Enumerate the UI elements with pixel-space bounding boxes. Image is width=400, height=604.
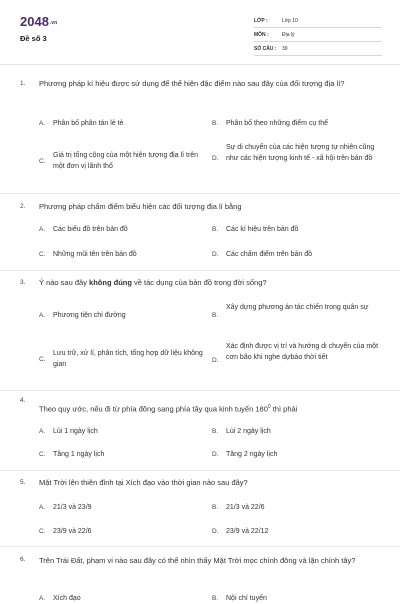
question-divider [0,193,400,194]
question-divider [0,470,400,471]
option-text: Những mũi tên trên bản đồ [53,251,137,258]
question-text [39,401,379,416]
option-label: C. [39,356,46,363]
option-label: C. [39,251,46,258]
meta-count-key: SỐ CÂU : [254,46,277,52]
degree-superscript: 0 [267,404,271,410]
question-text-after: về tác dụng của bản đồ trong đời sống? [131,278,267,287]
option-text: Lùi 2 ngày lịch [226,428,271,435]
meta-count-value: 39 [282,46,288,52]
meta-class-key: LỚP : [254,18,268,24]
option-text: Các kí hiệu trên bản đồ [226,226,299,233]
option-label: D. [212,528,219,535]
option-text: 23/9 và 22/12 [226,528,269,535]
question-number: 1. [20,80,26,87]
question-number: 2. [20,203,26,210]
option-text: 23/9 và 22/6 [53,528,92,535]
logo-suffix: .vn [49,19,58,26]
option-label: A. [39,120,46,127]
exam-header [0,0,400,64]
question-text [39,277,379,289]
option-text: Giá trị tổng cộng của một hiện tượng địa lí trên một đơn vị lãnh thổ [53,152,199,170]
exam-number: Đề số 3 [20,34,47,43]
question-text: Phương pháp kí hiệu được sử dụng để thể hiện đặc điểm nào sau đây của đối tượng địa lí? [39,79,345,88]
option-text: Các biểu đồ trên bản đồ [53,226,128,233]
question-number: 5. [20,479,26,486]
question-text-before: Ý nào sau đây [39,278,90,287]
option-label: A. [39,595,46,602]
option-label: D. [212,155,219,162]
meta-class-row [254,15,382,28]
option-text: Lùi 1 ngày lịch [53,428,98,435]
option-text: Xây dựng phương án tác chiến trong quân sự [226,304,369,311]
option-label: A. [39,428,46,435]
option-label: B. [212,312,219,319]
site-logo[interactable] [20,14,57,29]
option-text: 21/3 và 23/9 [53,504,92,511]
meta-subject-row [254,29,382,42]
question-divider [0,270,400,271]
option-text: Sự di chuyển của các hiện tượng tự nhiên cũng như các hiện tượng kinh tế - xã hội trên bản đồ [226,144,375,162]
option-label: A. [39,504,46,511]
logo-text: 2048 [20,14,49,29]
question-text-emphasis: không đúng [89,278,132,287]
option-text: Phương tiện chỉ đường [53,312,126,319]
option-text: Tăng 2 ngày lịch [226,451,278,458]
header-divider [0,64,400,65]
option-label: C. [39,451,46,458]
question-text-before: Theo quy ước, nếu đi từ phía đông sang phía tây qua kinh tuyến 180 [39,404,268,414]
option-text: Xích đạo [53,595,81,602]
option-label: B. [212,428,219,435]
option-label: B. [212,595,219,602]
option-text: Các chấm điểm trên bản đồ [226,251,312,258]
option-label: C. [39,528,46,535]
question-number: 3. [20,279,26,286]
question-text-after: thì phải [270,404,298,414]
option-label: D. [212,451,219,458]
option-text: Phân bố theo những điểm cụ thể [226,120,328,127]
question-text: Trên Trái Đất, phạm vi nào sau đây có thể nhìn thấy Mặt Trời mọc chính đông và lặn chính tây? [39,556,356,565]
option-label: A. [39,312,46,319]
option-text: 21/3 và 22/6 [226,504,265,511]
question-divider [0,546,400,547]
question-divider [0,390,400,391]
question-text: Phương pháp chấm điểm biểu hiện các đối tượng địa lí bằng [39,202,242,211]
meta-count-row [254,43,382,56]
meta-subject-key: MÔN : [254,32,269,38]
option-label: C. [39,158,46,165]
option-label: B. [212,226,219,233]
question-number: 6. [20,556,26,563]
question-number: 4. [20,397,26,404]
option-text: Xác định được vị trí và hướng di chuyển của một cơn bão khi nghe dựbáo thời tiết [226,343,379,361]
option-label: B. [212,504,219,511]
option-label: B. [212,120,219,127]
option-label: A. [39,226,46,233]
meta-subject-value: Địa lý [282,32,295,38]
question-text: Mặt Trời lên thiên đỉnh tại Xích đạo vào thời gian nào sau đây? [39,478,248,487]
option-text: Lưu trữ, xử lí, phân tích, tổng hợp dữ liệu không gian [53,350,203,368]
option-label: D. [212,357,219,364]
option-text: Phân bố phân tán lẻ tẻ [53,120,124,127]
option-text: Nội chí tuyến [226,595,267,602]
meta-class-value: Lớp 10 [282,18,298,24]
option-label: D. [212,251,219,258]
option-text: Tăng 1 ngày lịch [53,451,105,458]
